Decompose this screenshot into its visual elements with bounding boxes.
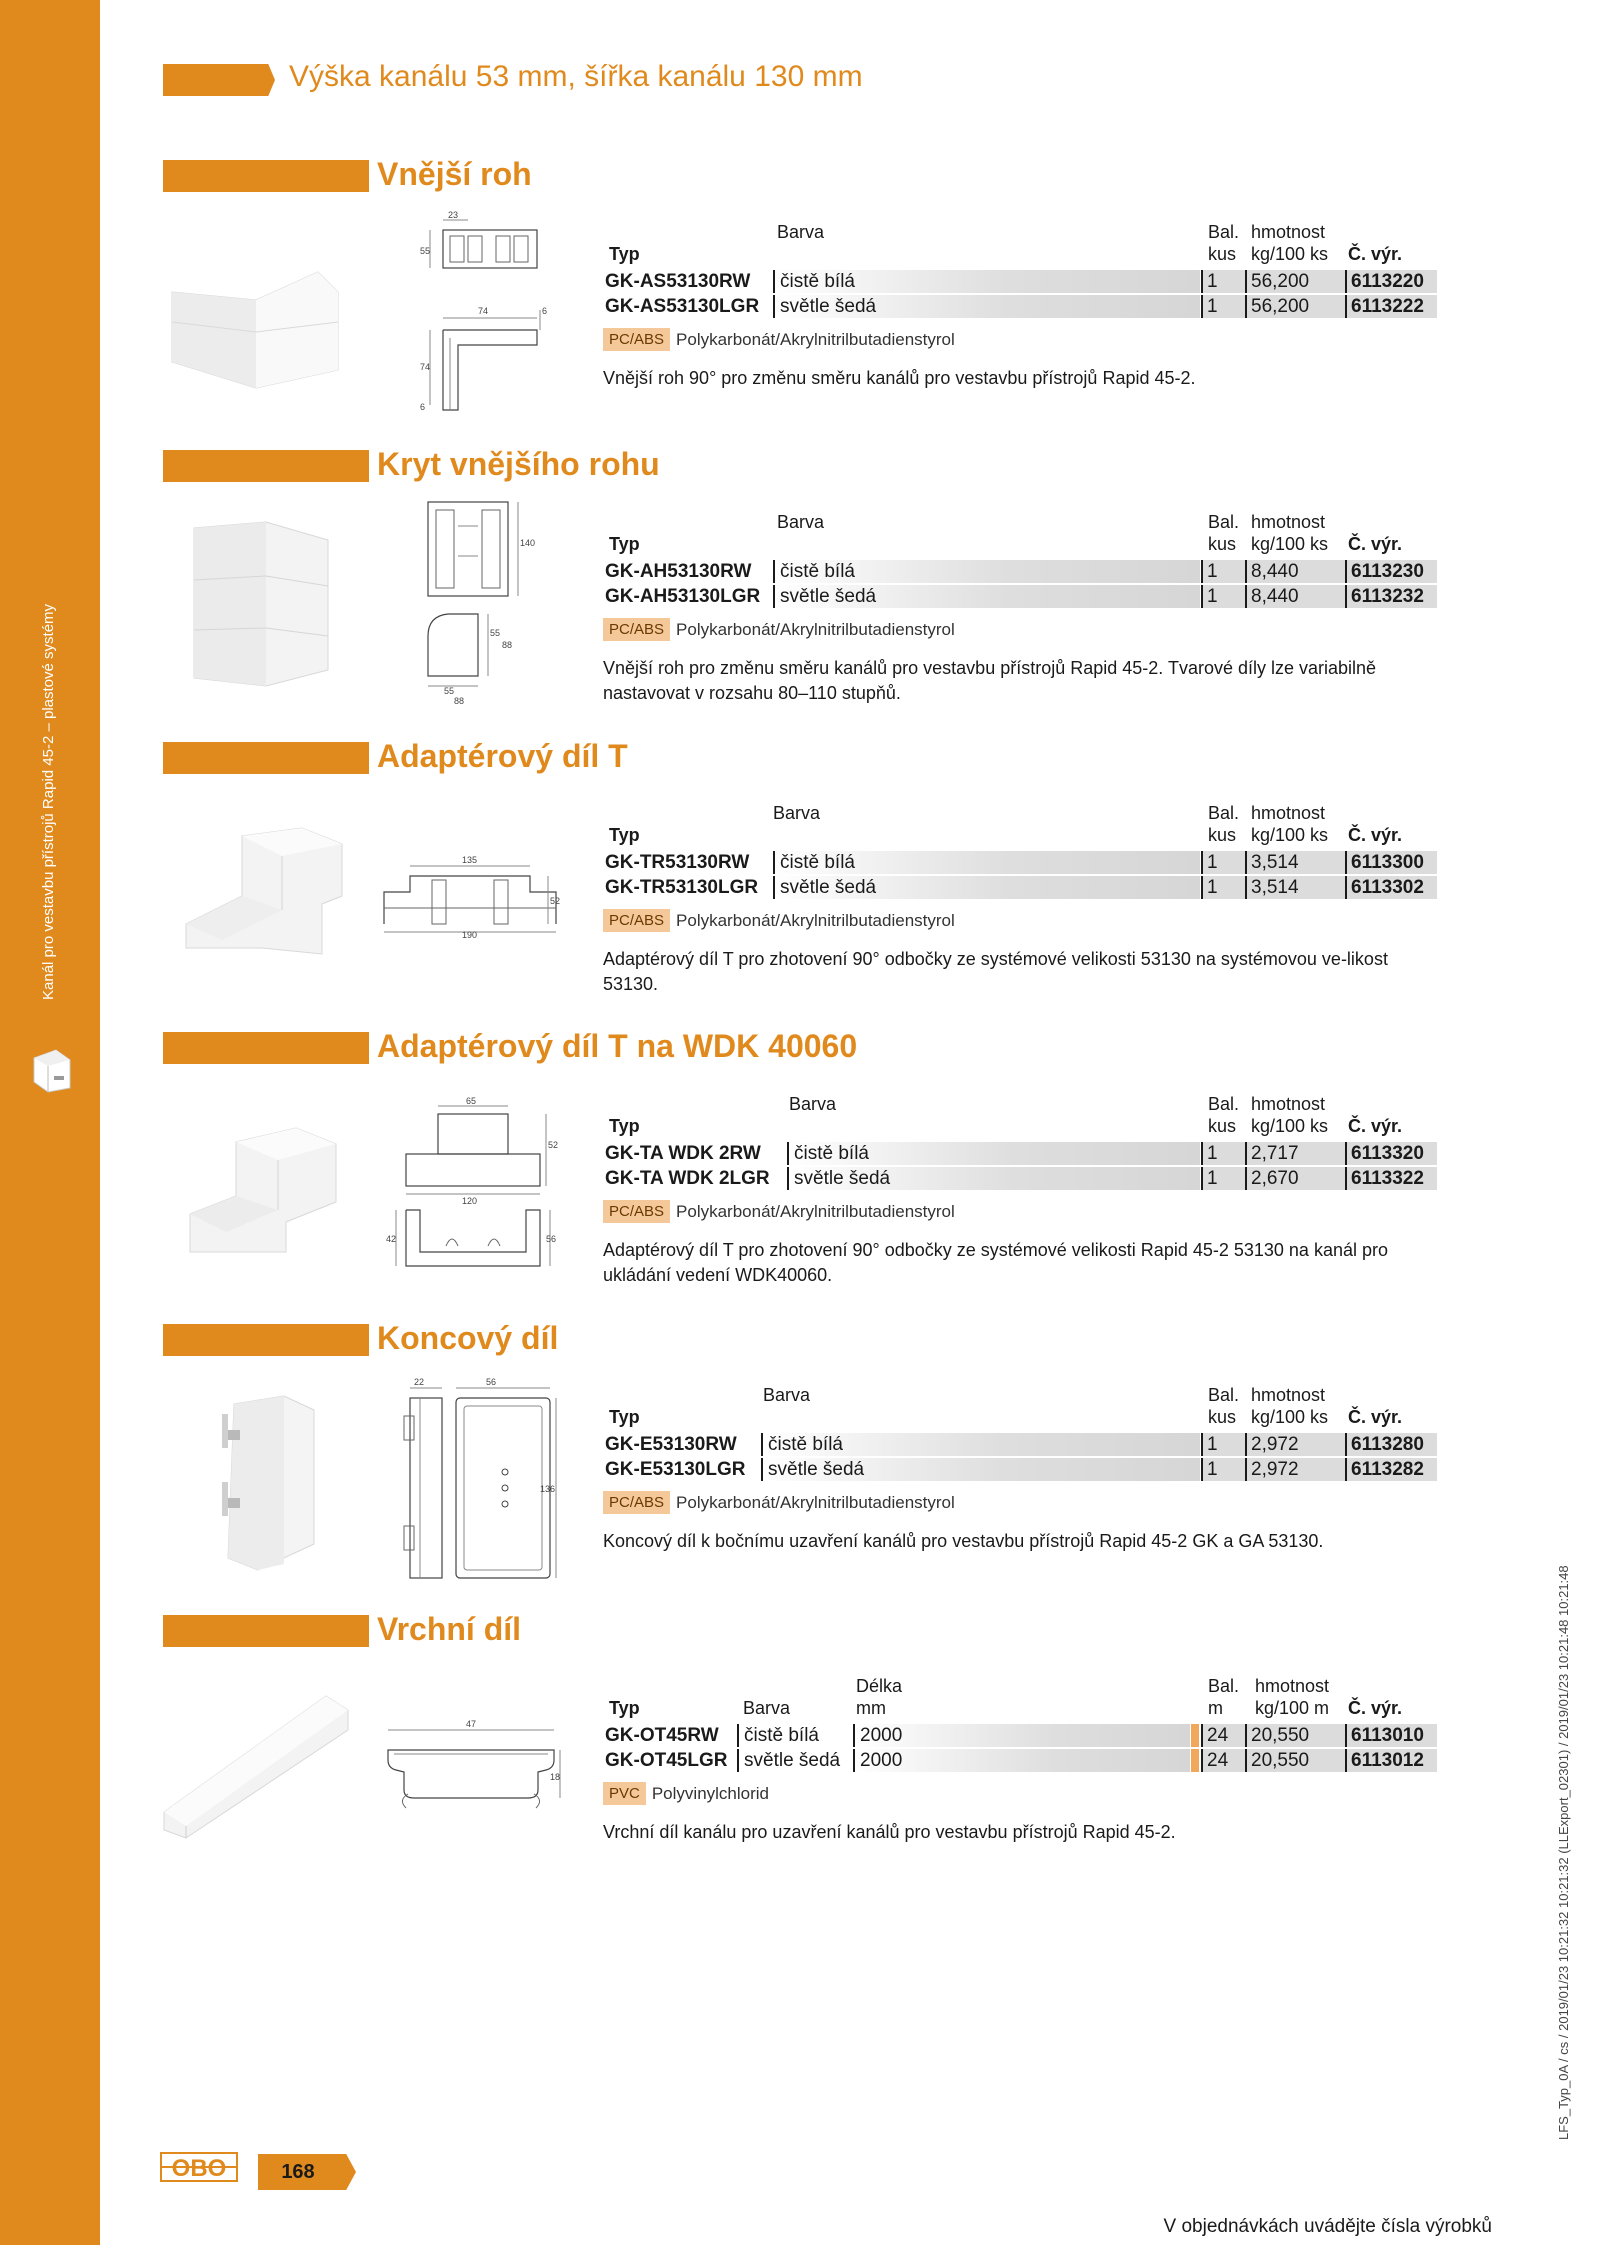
table-row: GK-AS53130RW čistě bílá 1 56,200 6113220	[603, 270, 1435, 295]
section-bar	[163, 1615, 369, 1647]
table-row: GK-TA WDK 2RW čistě bílá 1 2,717 6113320	[603, 1142, 1435, 1167]
footer-note: V objednávkách uvádějte čísla výrobků	[1163, 2216, 1492, 2237]
table-row: GK-OT45LGR světle šedá 2000 24 20,550 6113012	[603, 1749, 1435, 1774]
page-title: Výška kanálu 53 mm, šířka kanálu 130 mm	[289, 60, 863, 93]
table-row: GK-TR53130LGR světle šedá 1 3,514 6113302	[603, 876, 1435, 901]
section-title: Adaptérový díl T	[377, 738, 628, 774]
product-table: Barva Typ Bal. kus hmotnost kg/100 ks Č. výr. GK-AS53130RW čistě bílá 1 56,200 6113220 GK-AS53130LGR světle šedá 1 56,200 6113222 PC/ABS Polykarbonát/Akrylnitrilbutadienstyrol Vnější roh 90° pro změnu směru kanálů pro vestavbu přístrojů Rapid 45-2.	[603, 222, 1435, 391]
table-row: GK-AH53130LGR světle šedá 1 8,440 6113232	[603, 585, 1435, 610]
svg-text:56: 56	[546, 1234, 557, 1244]
description: Vrchní díl kanálu pro uzavření kanálů pro vestavbu přístrojů Rapid 45-2.	[603, 1822, 1176, 1842]
svg-text:190: 190	[462, 930, 478, 938]
header-bar	[163, 64, 275, 96]
length-marker	[1191, 1724, 1199, 1747]
technical-drawing	[386, 1096, 558, 1272]
technical-drawing	[418, 496, 548, 706]
section-bar	[163, 160, 369, 192]
svg-text:6: 6	[542, 306, 548, 316]
svg-text:47: 47	[466, 1719, 477, 1729]
svg-text:22: 22	[414, 1377, 425, 1387]
page-number: 168	[281, 2161, 315, 2183]
channel-icon	[32, 1048, 72, 1094]
product-photo	[158, 1690, 354, 1840]
svg-text:42: 42	[386, 1234, 397, 1244]
product-photo	[214, 1394, 324, 1572]
section-title: Vnější roh	[377, 156, 532, 192]
svg-text:55: 55	[490, 628, 501, 638]
section-title: Kryt vnějšího rohu	[377, 446, 660, 482]
material-tag: PC/ABS	[603, 328, 670, 351]
material-tag: PC/ABS	[603, 618, 670, 641]
table-row: GK-E53130RW čistě bílá 1 2,972 6113280	[603, 1433, 1435, 1458]
material-tag: PC/ABS	[603, 1200, 670, 1223]
svg-text:88: 88	[454, 696, 465, 706]
product-table: Barva Typ Bal. kus hmotnost kg/100 ks Č. výr. GK-E53130RW čistě bílá 1 2,972 6113280 GK-E53130LGR světle šedá 1 2,972 6113282 PC/ABS Polykarbonát/Akrylnitrilbutadienstyrol Koncový díl k bočnímu uzavření kanálů pro vestavbu přístrojů Rapid 45-2 GK a GA 53130.	[603, 1385, 1435, 1554]
material-info: PC/ABS Polykarbonát/Akrylnitrilbutadienstyrol	[603, 328, 1435, 354]
product-table: Délka Typ Barva mm Bal. m hmotnost kg/100 m Č. výr. GK-OT45RW čistě bílá 2000 24 20,550 6113010 GK-OT45LGR světle šedá 2000 24 20,550 6113012 PVC Polyvinylchlorid Vrchní díl kanálu pro uzavření kanálů pro vestavbu přístrojů Rapid 45-2.	[603, 1676, 1435, 1845]
section-bar	[163, 1032, 369, 1064]
material-info: PC/ABS Polykarbonát/Akrylnitrilbutadienstyrol	[603, 1200, 1435, 1226]
technical-drawing	[408, 210, 548, 420]
section-bar	[163, 1324, 369, 1356]
product-table: Barva Typ Bal. kus hmotnost kg/100 ks Č. výr. GK-TR53130RW čistě bílá 1 3,514 6113300 GK-TR53130LGR světle šedá 1 3,514 6113302 PC/ABS Polykarbonát/Akrylnitrilbutadienstyrol Adaptérový díl T pro zhotovení 90° odbočky ze systémové velikosti 53130 na systémovou ve-likost 53130.	[603, 803, 1435, 997]
product-table: Barva Typ Bal. kus hmotnost kg/100 ks Č. výr. GK-TA WDK 2RW čistě bílá 1 2,717 6113320 GK-TA WDK 2LGR světle šedá 1 2,670 6113322 PC/ABS Polykarbonát/Akrylnitrilbutadienstyrol Adaptérový díl T pro zhotovení 90° odbočky ze systémové velikosti Rapid 45-2 53130 na kanál pro ukládání vedení WDK40060.	[603, 1094, 1435, 1288]
material-tag: PC/ABS	[603, 909, 670, 932]
material-info: PVC Polyvinylchlorid	[603, 1782, 1435, 1808]
svg-text:88: 88	[502, 640, 513, 650]
svg-text:65: 65	[466, 1096, 477, 1106]
description: Koncový díl k bočnímu uzavření kanálů pro vestavbu přístrojů Rapid 45-2 GK a GA 53130.	[603, 1531, 1324, 1551]
table-row: GK-E53130LGR světle šedá 1 2,972 6113282	[603, 1458, 1435, 1483]
description: Vnější roh pro změnu směru kanálů pro vestavbu přístrojů Rapid 45-2. Tvarové díly lze variabilně nastavovat v rozsahu 80–110 stupňů.	[603, 658, 1377, 703]
material-tag: PVC	[603, 1782, 646, 1805]
material-info: PC/ABS Polykarbonát/Akrylnitrilbutadienstyrol	[603, 909, 1435, 935]
svg-text:120: 120	[462, 1196, 478, 1206]
svg-text:55: 55	[420, 246, 431, 256]
product-photo	[182, 826, 348, 958]
svg-text:140: 140	[520, 538, 536, 548]
svg-text:6: 6	[420, 402, 426, 412]
table-row: GK-OT45RW čistě bílá 2000 24 20,550 6113010	[603, 1724, 1435, 1749]
table-row: GK-AH53130RW čistě bílá 1 8,440 6113230	[603, 560, 1435, 585]
table-row: GK-TA WDK 2LGR světle šedá 1 2,670 6113322	[603, 1167, 1435, 1192]
product-table: Barva Typ Bal. kus hmotnost kg/100 ks Č. výr. GK-AH53130RW čistě bílá 1 8,440 6113230 GK-AH53130LGR světle šedá 1 8,440 6113232 PC/ABS Polykarbonát/Akrylnitrilbutadienstyrol Vnější roh pro změnu směru kanálů pro vestavbu přístrojů Rapid 45-2. Tvarové díly lze variabilně nastavovat v rozsahu 80–110 stupňů.	[603, 512, 1435, 706]
description: Adaptérový díl T pro zhotovení 90° odbočky ze systémové velikosti 53130 na systémovou ve-likost 53130.	[603, 949, 1388, 994]
svg-text:18: 18	[550, 1772, 561, 1782]
obo-logo	[160, 2152, 238, 2182]
sidebar	[0, 0, 100, 2245]
svg-text:135: 135	[462, 855, 478, 865]
svg-text:52: 52	[548, 1140, 558, 1150]
section-title: Vrchní díl	[377, 1611, 522, 1647]
description: Vnější roh 90° pro změnu směru kanálů pro vestavbu přístrojů Rapid 45-2.	[603, 368, 1196, 388]
section-bar	[163, 742, 369, 774]
section-bar	[163, 450, 369, 482]
product-photo	[186, 1122, 346, 1256]
length-marker	[1191, 1749, 1199, 1772]
svg-text:74: 74	[478, 306, 489, 316]
section-title: Adaptérový díl T na WDK 40060	[377, 1028, 858, 1064]
table-row: GK-TR53130RW čistě bílá 1 3,514 6113300	[603, 851, 1435, 876]
material-tag: PC/ABS	[603, 1491, 670, 1514]
technical-drawing	[380, 852, 560, 938]
svg-text:OBO: OBO	[171, 2155, 227, 2182]
description: Adaptérový díl T pro zhotovení 90° odbočky ze systémové velikosti Rapid 45-2 53130 na kanál pro ukládání vedení WDK40060.	[603, 1240, 1388, 1285]
technical-drawing	[390, 1376, 560, 1586]
svg-text:74: 74	[420, 362, 431, 372]
svg-text:52: 52	[550, 896, 560, 906]
product-photo	[186, 520, 336, 690]
svg-text:56: 56	[486, 1377, 497, 1387]
product-photo	[168, 252, 346, 392]
svg-text:55: 55	[444, 686, 455, 696]
material-info: PC/ABS Polykarbonát/Akrylnitrilbutadienstyrol	[603, 1491, 1435, 1517]
svg-text:23: 23	[448, 210, 459, 220]
svg-text:136: 136	[540, 1484, 556, 1494]
technical-drawing	[378, 1716, 564, 1816]
section-title: Koncový díl	[377, 1320, 559, 1356]
material-info: PC/ABS Polykarbonát/Akrylnitrilbutadienstyrol	[603, 618, 1435, 644]
table-row: GK-AS53130LGR světle šedá 1 56,200 6113222	[603, 295, 1435, 320]
